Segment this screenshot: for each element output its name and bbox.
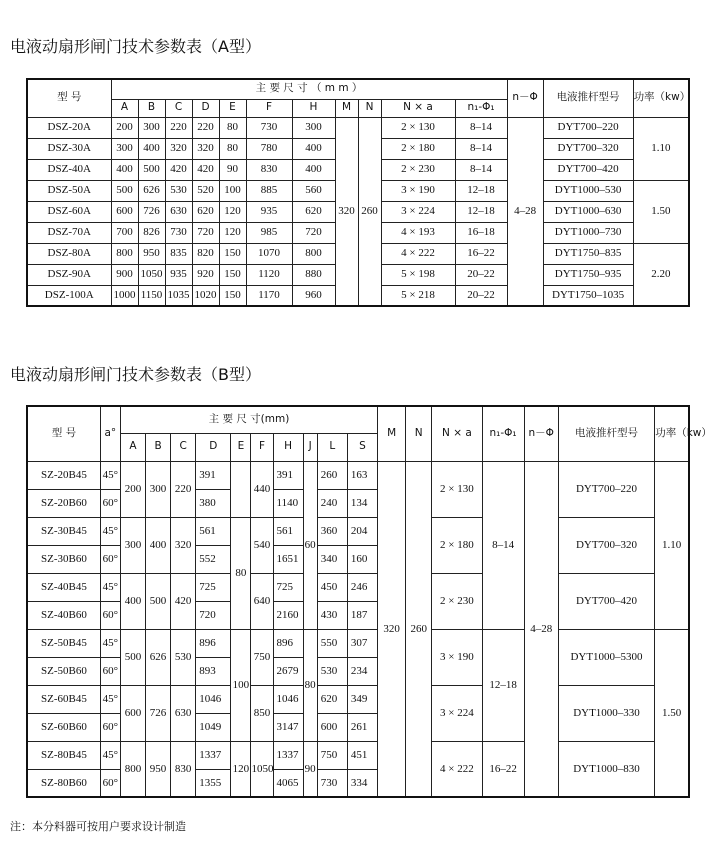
e-cell: 100 — [231, 629, 251, 741]
table-row — [27, 573, 689, 601]
n1-phi1-cell: 12–18 — [455, 180, 507, 201]
nxa-cell: 2 × 230 — [432, 573, 482, 629]
table-cell: 300 — [138, 117, 165, 138]
table-cell: 726 — [138, 201, 165, 222]
header-m: M — [378, 406, 406, 461]
push-rod-cell: DYT1000–730 — [543, 222, 633, 243]
table-cell: 2679 — [273, 657, 303, 685]
model-cell: DSZ-20A — [27, 117, 111, 138]
angle-cell: 60° — [100, 489, 120, 517]
table-cell: 500 — [146, 573, 171, 629]
table-cell: 726 — [146, 685, 171, 741]
table-cell: 730 — [165, 222, 192, 243]
table-cell: 552 — [196, 545, 231, 573]
nxa-cell: 2 × 230 — [381, 159, 455, 180]
e-cell — [231, 461, 251, 517]
table-cell: 1050 — [138, 264, 165, 285]
model-cell: DSZ-60A — [27, 201, 111, 222]
model-cell: SZ-50B60 — [27, 657, 100, 685]
model-cell: SZ-50B45 — [27, 629, 100, 657]
f-cell: 850 — [251, 685, 273, 741]
table-cell: 720 — [196, 601, 231, 629]
table-cell: 220 — [171, 461, 196, 517]
table-cell: 320 — [192, 138, 219, 159]
table-cell: 1070 — [246, 243, 292, 264]
n-cell: 260 — [358, 117, 381, 306]
table-cell: 826 — [138, 222, 165, 243]
header-col: N — [358, 99, 381, 117]
table-cell: 1337 — [196, 741, 231, 769]
table-cell: 400 — [138, 138, 165, 159]
nxa-cell: 3 × 190 — [381, 180, 455, 201]
n1-phi1-cell: 16–18 — [455, 222, 507, 243]
header-col: M — [335, 99, 358, 117]
nxa-cell: 3 × 224 — [432, 685, 482, 741]
table-cell: 935 — [246, 201, 292, 222]
table-cell: 380 — [196, 489, 231, 517]
header-angle: a° — [100, 406, 120, 461]
push-rod-cell: DYT1000–5300 — [558, 629, 654, 685]
angle-cell: 60° — [100, 657, 120, 685]
table-cell: 800 — [120, 741, 145, 797]
header-row — [27, 79, 689, 99]
table-cell: 900 — [111, 264, 138, 285]
table-cell: 1140 — [273, 489, 303, 517]
n1-phi1-cell: 16–22 — [482, 741, 524, 797]
table-b-title: 电液动扇形闸门技术参数表（B型） — [10, 365, 261, 384]
model-cell: DSZ-90A — [27, 264, 111, 285]
table-cell: 134 — [347, 489, 377, 517]
table-cell: 820 — [192, 243, 219, 264]
nxa-cell: 5 × 198 — [381, 264, 455, 285]
table-cell: 391 — [273, 461, 303, 489]
table-cell: 220 — [165, 117, 192, 138]
table-cell: 80 — [219, 138, 246, 159]
header-push-rod: 电液推杆型号 — [558, 406, 654, 461]
table-cell: 626 — [138, 180, 165, 201]
header-n-phi: n－Φ — [507, 79, 543, 117]
f-cell: 1050 — [251, 741, 273, 797]
table-cell: 620 — [292, 201, 335, 222]
table-cell: 1035 — [165, 285, 192, 306]
push-rod-cell: DYT700–420 — [558, 573, 654, 629]
table-cell: 1120 — [246, 264, 292, 285]
n-cell: 260 — [406, 461, 432, 797]
push-rod-cell: DYT700–220 — [558, 461, 654, 517]
table-cell: 550 — [317, 629, 347, 657]
header-col: L — [317, 433, 347, 461]
push-rod-cell: DYT700–420 — [543, 159, 633, 180]
table-cell: 420 — [165, 159, 192, 180]
table-cell: 530 — [165, 180, 192, 201]
j-cell: 60 — [303, 461, 317, 629]
header-main-dims: 主 要 尺 寸 （ m m ） — [111, 79, 507, 99]
table-cell: 420 — [192, 159, 219, 180]
table-cell: 620 — [317, 685, 347, 713]
model-cell: SZ-20B45 — [27, 461, 100, 489]
table-cell: 420 — [171, 573, 196, 629]
table-cell: 220 — [192, 117, 219, 138]
table-cell: 320 — [171, 517, 196, 573]
table-cell: 720 — [192, 222, 219, 243]
table-cell: 725 — [196, 573, 231, 601]
table-a-title: 电液动扇形闸门技术参数表（A型） — [10, 37, 261, 56]
model-cell: DSZ-70A — [27, 222, 111, 243]
header-col: F — [246, 99, 292, 117]
table-cell: 985 — [246, 222, 292, 243]
table-cell: 400 — [292, 159, 335, 180]
n1-phi1-cell: 8–14 — [455, 159, 507, 180]
header-col: J — [303, 433, 317, 461]
nxa-cell: 2 × 130 — [381, 117, 455, 138]
table-b — [26, 405, 712, 798]
table-cell: 234 — [347, 657, 377, 685]
header-col: S — [347, 433, 377, 461]
table-cell: 750 — [317, 741, 347, 769]
table-cell: 150 — [219, 243, 246, 264]
model-cell: SZ-80B60 — [27, 769, 100, 797]
table-row — [27, 629, 689, 657]
table-cell: 950 — [146, 741, 171, 797]
nxa-cell: 5 × 218 — [381, 285, 455, 306]
header-col: C — [171, 433, 196, 461]
table-cell: 920 — [192, 264, 219, 285]
header-power: 功率（kw） — [633, 79, 689, 117]
j-cell: 80 — [303, 629, 317, 741]
model-cell: DSZ-50A — [27, 180, 111, 201]
model-cell: SZ-20B60 — [27, 489, 100, 517]
table-cell: 950 — [138, 243, 165, 264]
angle-cell: 45° — [100, 741, 120, 769]
power-cell: 1.50 — [655, 629, 689, 797]
m-cell: 320 — [378, 461, 406, 797]
model-cell: DSZ-100A — [27, 285, 111, 306]
table-cell: 1000 — [111, 285, 138, 306]
model-cell: DSZ-40A — [27, 159, 111, 180]
table-cell: 896 — [196, 629, 231, 657]
f-cell: 640 — [251, 573, 273, 629]
table-cell: 1651 — [273, 545, 303, 573]
angle-cell: 60° — [100, 545, 120, 573]
table-row — [27, 461, 689, 489]
table-cell: 150 — [219, 264, 246, 285]
table-cell: 800 — [292, 243, 335, 264]
header-power: 功率（kw） — [655, 406, 689, 461]
n1-phi1-cell: 8–14 — [482, 461, 524, 629]
model-cell: SZ-60B60 — [27, 713, 100, 741]
table-cell: 160 — [347, 545, 377, 573]
n-phi-cell: 4–28 — [524, 461, 558, 797]
nxa-cell: 4 × 193 — [381, 222, 455, 243]
table-cell: 520 — [192, 180, 219, 201]
header-model: 型 号 — [27, 79, 111, 117]
table-cell: 561 — [196, 517, 231, 545]
header-col: N × a — [381, 99, 455, 117]
table-cell: 530 — [171, 629, 196, 685]
n1-phi1-cell: 8–14 — [455, 138, 507, 159]
table-cell: 835 — [165, 243, 192, 264]
table-cell: 349 — [347, 685, 377, 713]
table-cell: 307 — [347, 629, 377, 657]
table-cell: 150 — [219, 285, 246, 306]
push-rod-cell: DYT700–320 — [558, 517, 654, 573]
table-row — [27, 741, 689, 769]
table-cell: 600 — [120, 685, 145, 741]
table-cell: 391 — [196, 461, 231, 489]
table-cell: 80 — [219, 117, 246, 138]
table-cell: 885 — [246, 180, 292, 201]
push-rod-cell: DYT1750–935 — [543, 264, 633, 285]
n1-phi1-cell: 8–14 — [455, 117, 507, 138]
table-cell: 90 — [219, 159, 246, 180]
table-cell: 830 — [171, 741, 196, 797]
table-cell: 530 — [317, 657, 347, 685]
header-col: D — [192, 99, 219, 117]
header-n: N — [406, 406, 432, 461]
table-cell: 400 — [120, 573, 145, 629]
table-cell: 730 — [317, 769, 347, 797]
table-cell: 560 — [292, 180, 335, 201]
header-col: H — [273, 433, 303, 461]
table-cell: 340 — [317, 545, 347, 573]
push-rod-cell: DYT1750–1035 — [543, 285, 633, 306]
power-cell: 1.10 — [633, 117, 689, 180]
table-cell: 300 — [292, 117, 335, 138]
table-cell: 300 — [146, 461, 171, 517]
table-cell: 1020 — [192, 285, 219, 306]
n-phi-cell: 4–28 — [507, 117, 543, 306]
table-cell: 360 — [317, 517, 347, 545]
table-cell: 430 — [317, 601, 347, 629]
nxa-cell: 4 × 222 — [432, 741, 482, 797]
table-cell: 334 — [347, 769, 377, 797]
table-cell: 400 — [292, 138, 335, 159]
header-model: 型 号 — [27, 406, 100, 461]
table-cell: 1049 — [196, 713, 231, 741]
table-cell: 800 — [111, 243, 138, 264]
nxa-cell: 2 × 180 — [381, 138, 455, 159]
header-col: B — [146, 433, 171, 461]
model-cell: DSZ-80A — [27, 243, 111, 264]
nxa-cell: 4 × 222 — [381, 243, 455, 264]
table-cell: 200 — [111, 117, 138, 138]
table-cell: 450 — [317, 573, 347, 601]
table-cell: 240 — [317, 489, 347, 517]
nxa-cell: 2 × 130 — [432, 461, 482, 517]
table-cell: 1046 — [196, 685, 231, 713]
table-cell: 261 — [347, 713, 377, 741]
table-cell: 204 — [347, 517, 377, 545]
push-rod-cell: DYT1000–830 — [558, 741, 654, 797]
angle-cell: 60° — [100, 769, 120, 797]
table-cell: 935 — [165, 264, 192, 285]
header-col: F — [251, 433, 273, 461]
table-cell: 780 — [246, 138, 292, 159]
angle-cell: 45° — [100, 685, 120, 713]
table-cell: 561 — [273, 517, 303, 545]
header-row — [27, 406, 689, 433]
angle-cell: 60° — [100, 713, 120, 741]
table-cell: 500 — [120, 629, 145, 685]
header-col: D — [196, 433, 231, 461]
table-cell: 100 — [219, 180, 246, 201]
table-cell: 320 — [165, 138, 192, 159]
table-cell: 725 — [273, 573, 303, 601]
table-cell: 300 — [120, 517, 145, 573]
model-cell: SZ-30B60 — [27, 545, 100, 573]
table-cell: 1170 — [246, 285, 292, 306]
table-cell: 730 — [246, 117, 292, 138]
header-col: E — [231, 433, 251, 461]
n1-phi1-cell: 20–22 — [455, 285, 507, 306]
table-cell: 300 — [111, 138, 138, 159]
m-cell: 320 — [335, 117, 358, 306]
table-cell: 1337 — [273, 741, 303, 769]
angle-cell: 45° — [100, 629, 120, 657]
nxa-cell: 3 × 224 — [381, 201, 455, 222]
header-col: C — [165, 99, 192, 117]
table-cell: 400 — [146, 517, 171, 573]
table-cell: 626 — [146, 629, 171, 685]
table-cell: 400 — [111, 159, 138, 180]
table-cell: 600 — [111, 201, 138, 222]
table-a — [26, 78, 690, 307]
table-row — [27, 517, 689, 545]
j-cell: 90 — [303, 741, 317, 797]
table-cell: 880 — [292, 264, 335, 285]
push-rod-cell: DYT1750–835 — [543, 243, 633, 264]
table-row — [27, 117, 689, 138]
table-cell: 3147 — [273, 713, 303, 741]
f-cell: 540 — [251, 517, 273, 573]
table-cell: 1355 — [196, 769, 231, 797]
n1-phi1-cell: 20–22 — [455, 264, 507, 285]
e-cell: 80 — [231, 517, 251, 629]
angle-cell: 60° — [100, 601, 120, 629]
power-cell: 1.10 — [655, 461, 689, 629]
nxa-cell: 3 × 190 — [432, 629, 482, 685]
table-cell: 163 — [347, 461, 377, 489]
table-cell: 830 — [246, 159, 292, 180]
table-cell: 600 — [317, 713, 347, 741]
header-n-phi: n－Φ — [524, 406, 558, 461]
table-cell: 4065 — [273, 769, 303, 797]
power-cell: 2.20 — [633, 243, 689, 306]
angle-cell: 45° — [100, 573, 120, 601]
header-col: B — [138, 99, 165, 117]
table-cell: 630 — [171, 685, 196, 741]
header-col: H — [292, 99, 335, 117]
table-cell: 2160 — [273, 601, 303, 629]
table-cell: 700 — [111, 222, 138, 243]
table-cell: 630 — [165, 201, 192, 222]
f-cell: 440 — [251, 461, 273, 517]
e-cell: 120 — [231, 741, 251, 797]
header-col: n₁-Φ₁ — [455, 99, 507, 117]
model-cell: SZ-80B45 — [27, 741, 100, 769]
model-cell: SZ-30B45 — [27, 517, 100, 545]
push-rod-cell: DYT1000–630 — [543, 201, 633, 222]
nxa-cell: 2 × 180 — [432, 517, 482, 573]
table-cell: 1150 — [138, 285, 165, 306]
header-push-rod: 电液推杆型号 — [543, 79, 633, 117]
push-rod-cell: DYT700–320 — [543, 138, 633, 159]
angle-cell: 45° — [100, 461, 120, 489]
header-col: E — [219, 99, 246, 117]
n1-phi1-cell: 12–18 — [482, 629, 524, 741]
power-cell: 1.50 — [633, 180, 689, 243]
model-cell: SZ-40B45 — [27, 573, 100, 601]
table-cell: 500 — [111, 180, 138, 201]
header-nxa: N × a — [432, 406, 482, 461]
push-rod-cell: DYT1000–530 — [543, 180, 633, 201]
table-cell: 246 — [347, 573, 377, 601]
n1-phi1-cell: 12–18 — [455, 201, 507, 222]
table-cell: 500 — [138, 159, 165, 180]
table-cell: 720 — [292, 222, 335, 243]
table-cell: 1046 — [273, 685, 303, 713]
model-cell: DSZ-30A — [27, 138, 111, 159]
model-cell: SZ-40B60 — [27, 601, 100, 629]
header-col: A — [111, 99, 138, 117]
angle-cell: 45° — [100, 517, 120, 545]
header-n1-phi1: n₁-Φ₁ — [482, 406, 524, 461]
table-cell: 200 — [120, 461, 145, 517]
footnote: 注：本分料器可按用户要求设计制造 — [10, 820, 186, 833]
push-rod-cell: DYT1000–330 — [558, 685, 654, 741]
table-row — [27, 685, 689, 713]
table-cell: 960 — [292, 285, 335, 306]
table-cell: 896 — [273, 629, 303, 657]
table-cell: 893 — [196, 657, 231, 685]
header-col: A — [120, 433, 145, 461]
table-cell: 260 — [317, 461, 347, 489]
table-cell: 187 — [347, 601, 377, 629]
model-cell: SZ-60B45 — [27, 685, 100, 713]
header-main-dims: 主 要 尺 寸(mm) — [120, 406, 377, 433]
table-cell: 451 — [347, 741, 377, 769]
n1-phi1-cell: 16–22 — [455, 243, 507, 264]
table-cell: 120 — [219, 201, 246, 222]
table-cell: 620 — [192, 201, 219, 222]
f-cell: 750 — [251, 629, 273, 685]
push-rod-cell: DYT700–220 — [543, 117, 633, 138]
table-cell: 120 — [219, 222, 246, 243]
